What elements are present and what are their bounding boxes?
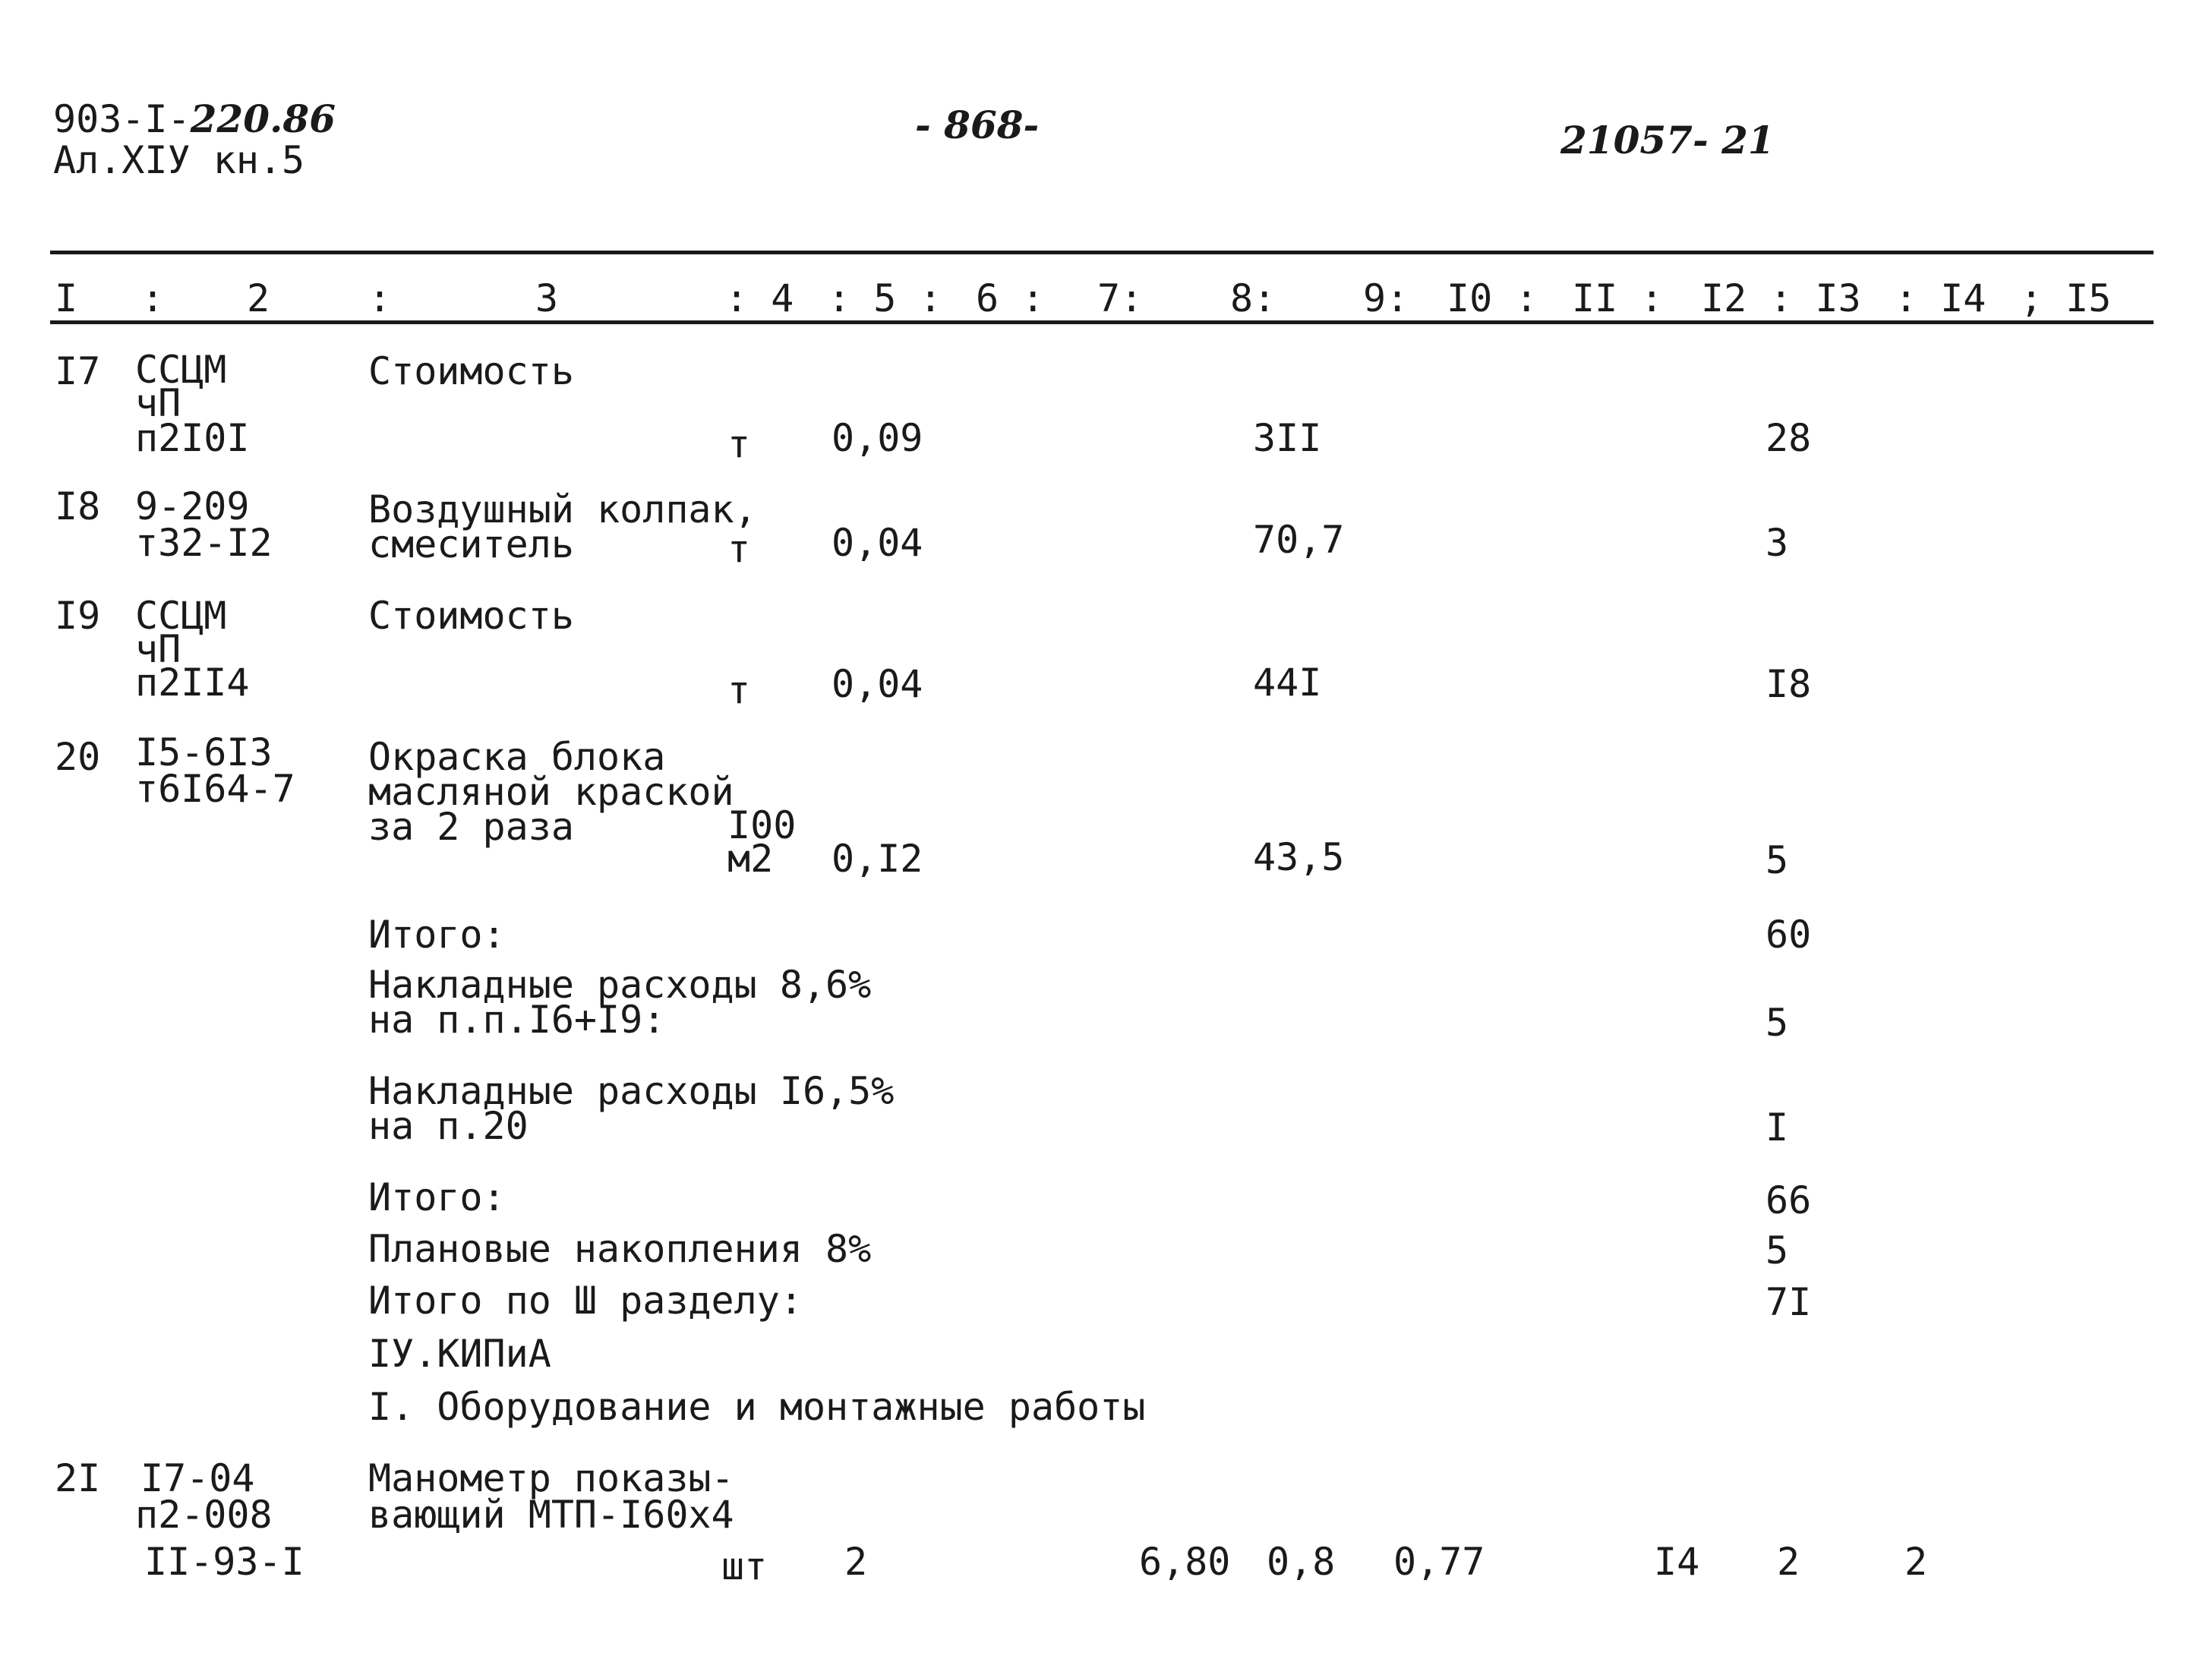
row-name: Воздушный колпак, xyxy=(368,487,757,531)
row-name: Стоимость xyxy=(368,349,574,393)
row-quantity: 0,09 xyxy=(831,416,923,460)
row-name: Стоимость xyxy=(368,594,574,638)
table-top-rule xyxy=(50,251,2154,254)
column-header: : 4 xyxy=(725,276,794,320)
column-header: 6 : xyxy=(976,276,1045,320)
sheet-reference: 21057- 21 xyxy=(1560,118,1775,162)
row-number: 2I xyxy=(55,1456,101,1500)
summary-label: Итого: xyxy=(368,913,506,957)
album-label: Ал.XIУ кн.5 xyxy=(53,138,305,182)
row-quantity: 0,04 xyxy=(831,662,923,706)
column-header: 3 xyxy=(535,276,559,320)
row-quantity: 0,I2 xyxy=(831,837,923,881)
summary-label: Плановые накопления 8% xyxy=(368,1227,872,1271)
row-unit: т xyxy=(727,668,751,712)
row-unit: т xyxy=(727,527,751,571)
row-cost-col8: 44I xyxy=(1253,661,1322,705)
column-header: : I4 xyxy=(1895,276,1986,320)
row-code: ССЦМ xyxy=(135,594,227,638)
subsection-title: I. Оборудование и монтажные работы xyxy=(368,1385,1146,1429)
summary-label: Итого: xyxy=(368,1175,506,1219)
column-header: I2 : I3 xyxy=(1701,276,1861,320)
code-line: чП xyxy=(135,381,181,425)
column-header: 8: xyxy=(1230,276,1276,320)
row-unit: шт xyxy=(721,1544,768,1588)
code-line: ССЦМ xyxy=(135,348,227,392)
row-number: 20 xyxy=(55,735,101,779)
row-number: I7 xyxy=(55,349,101,393)
column-header: 9: xyxy=(1363,276,1409,320)
row-cost-col13: 2 xyxy=(1777,1540,1800,1584)
document-code-handwritten: 220.86 xyxy=(190,96,336,141)
row-code: 9-209 xyxy=(135,484,250,528)
column-header-separator: : xyxy=(141,276,165,320)
summary-label: на п.20 xyxy=(368,1104,529,1148)
row-unit: I00 xyxy=(727,803,797,847)
row-code: п2II4 xyxy=(135,661,250,705)
row-cost-col8: 0,8 xyxy=(1267,1540,1336,1584)
code-line: п2I0I xyxy=(135,416,250,460)
row-code: т32-I2 xyxy=(135,521,273,565)
summary-label: Итого по Ш разделу: xyxy=(368,1279,803,1323)
column-header: : 5 : xyxy=(828,276,942,320)
summary-label: на п.п.I6+I9: xyxy=(368,998,666,1042)
row-name: масляной краской xyxy=(368,770,734,814)
row-name: Манометр показы- xyxy=(368,1456,734,1500)
row-code: II-93-I xyxy=(144,1540,305,1584)
row-cost-col8: 3II xyxy=(1253,416,1322,460)
column-header: II : xyxy=(1572,276,1664,320)
row-code: I7-04 xyxy=(140,1456,255,1500)
row-unit: м2 xyxy=(727,837,774,881)
row-number: I9 xyxy=(55,594,101,638)
summary-value: 5 xyxy=(1765,1228,1789,1273)
row-name: за 2 раза xyxy=(368,805,574,849)
summary-value: 60 xyxy=(1765,913,1812,957)
document-code xyxy=(53,96,336,141)
row-unit: т xyxy=(727,422,751,466)
row-cost-col12: I4 xyxy=(1654,1540,1700,1584)
row-code: чП xyxy=(135,627,181,671)
row-name: вающий МТП-I60х4 xyxy=(368,1493,734,1537)
column-header: ; I5 xyxy=(2020,276,2112,320)
column-header: 7: xyxy=(1097,276,1144,320)
row-code: п2-008 xyxy=(135,1493,273,1537)
column-header-separator: : xyxy=(368,276,392,320)
row-cost-col7: 6,80 xyxy=(1139,1540,1231,1584)
table-header-rule xyxy=(50,320,2154,324)
row-cost-col13: 28 xyxy=(1765,416,1812,460)
row-cost-col13: 5 xyxy=(1765,838,1789,882)
summary-label: Накладные расходы I6,5% xyxy=(368,1069,895,1113)
row-name: смеситель xyxy=(368,522,574,566)
row-code: I5-6I3 xyxy=(135,730,273,774)
section-title: IУ.КИПиА xyxy=(368,1332,551,1376)
document-code-prefix: 903-I- xyxy=(53,97,191,141)
row-code: т6I64-7 xyxy=(135,767,295,811)
row-cost-col8: 43,5 xyxy=(1253,835,1345,879)
summary-value: 5 xyxy=(1765,1001,1789,1045)
row-name: Окраска блока xyxy=(368,735,666,779)
column-header: I xyxy=(55,276,78,320)
summary-value: I xyxy=(1765,1105,1789,1150)
column-header: 2 xyxy=(247,276,270,320)
summary-value: 7I xyxy=(1765,1280,1812,1324)
row-cost-col13: I8 xyxy=(1765,662,1812,706)
summary-value: 66 xyxy=(1765,1178,1812,1222)
summary-label: Накладные расходы 8,6% xyxy=(368,963,872,1007)
column-header: I0 : xyxy=(1447,276,1538,320)
page-number: - 868- xyxy=(915,103,1040,147)
row-quantity: 2 xyxy=(844,1540,868,1584)
row-cost-col14: 2 xyxy=(1904,1540,1928,1584)
row-cost-col13: 3 xyxy=(1765,521,1789,565)
row-cost-col8: 70,7 xyxy=(1253,518,1345,562)
row-cost-col9: 0,77 xyxy=(1393,1540,1485,1584)
row-code xyxy=(135,416,250,460)
row-quantity: 0,04 xyxy=(831,521,923,565)
row-number: I8 xyxy=(55,484,101,528)
